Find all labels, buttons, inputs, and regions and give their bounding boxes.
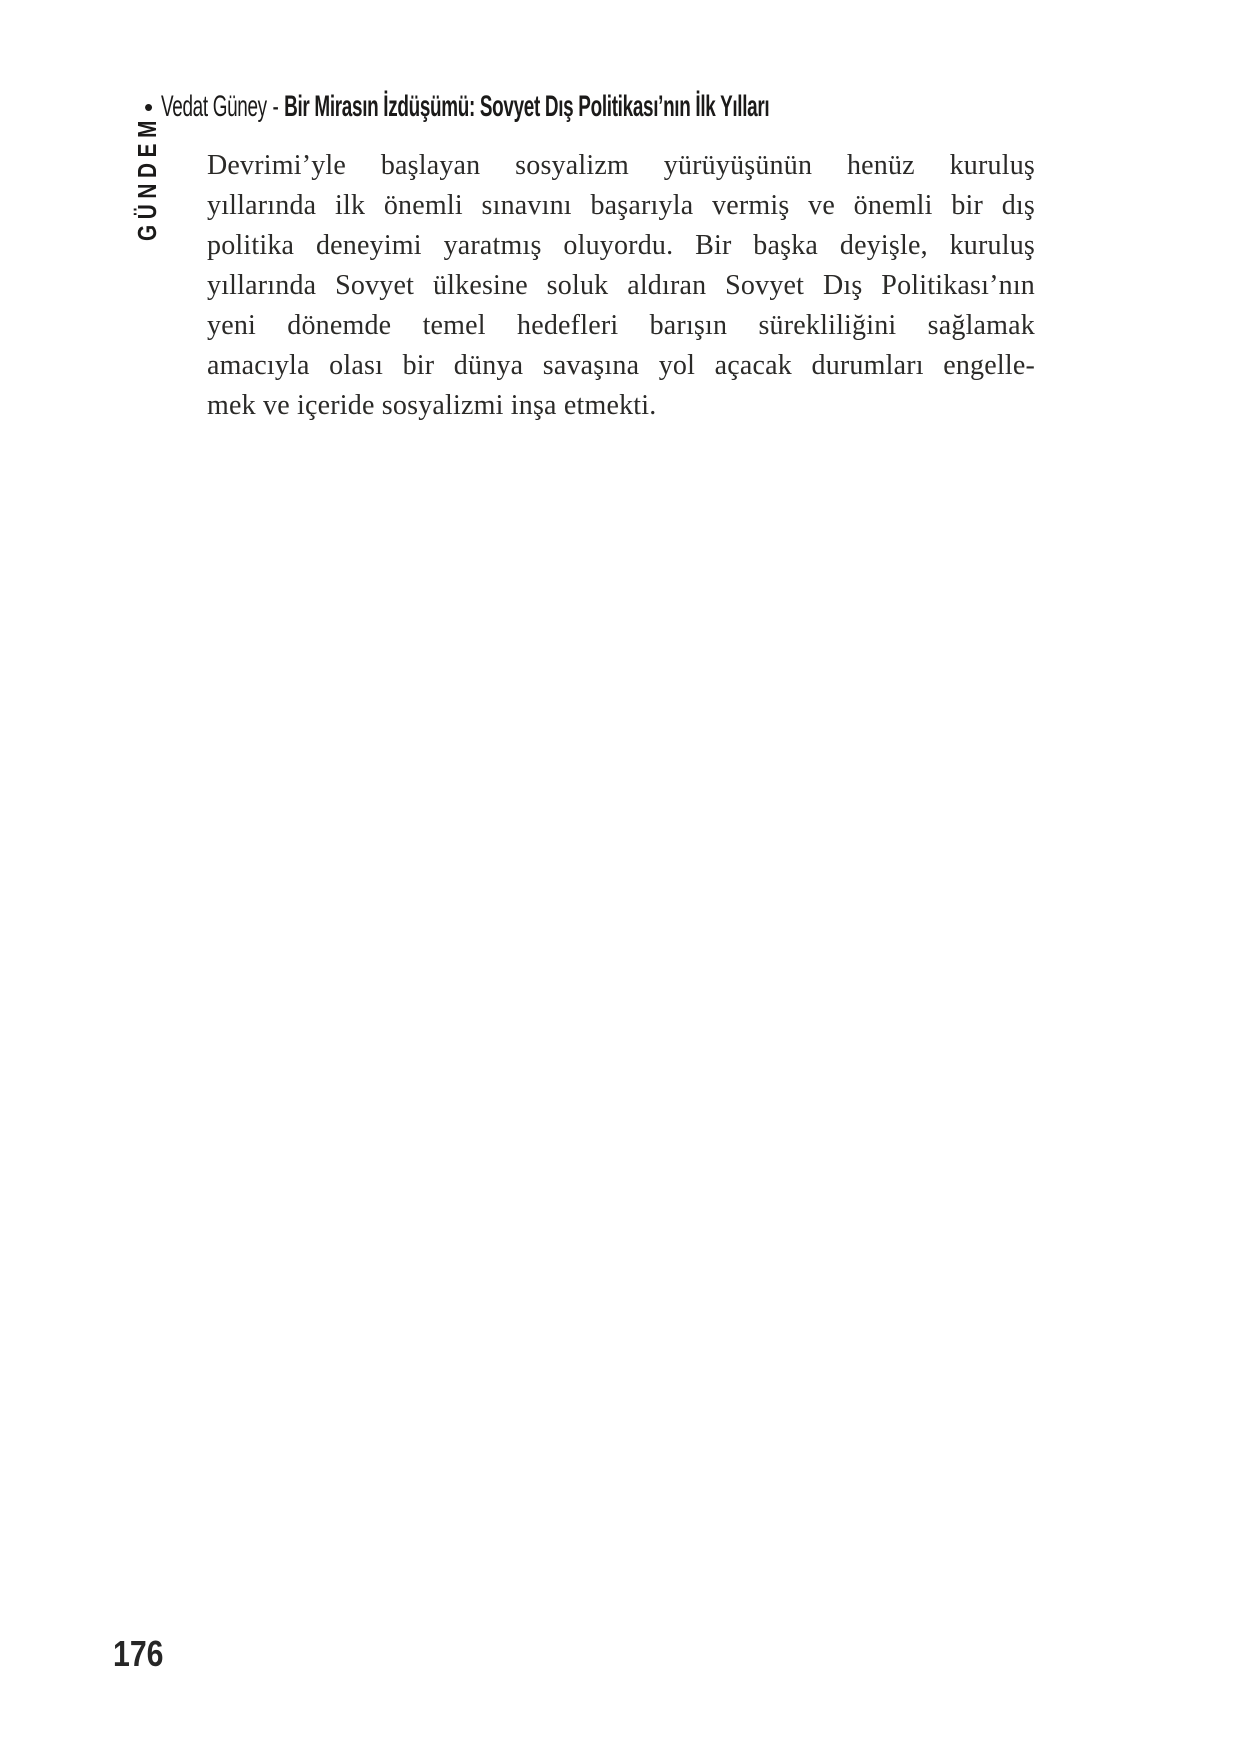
bullet-icon: • [144,91,154,122]
header-separator: - [272,90,279,123]
paragraph-line: Devrimi’yle başlayan sosyalizm yürüyüşünün henüz kuruluş [207,150,1035,181]
paragraph-line: yıllarında ilk önemli sınavını başarıyla vermiş ve önemli bir dış [207,190,1035,221]
paragraph-line: politika deneyimi yaratmış oluyordu. Bir başka deyişle, kuruluş [207,230,1035,261]
running-header [144,90,1127,123]
paragraph-line: yıllarında Sovyet ülkesine soluk aldıran Sovyet Dış Politikası’nın [207,270,1035,301]
paragraph-line: yeni dönemde temel hedefleri barışın sürekliliğini sağlamak [207,310,1035,341]
paragraph [207,146,1035,426]
paragraph-line: amacıyla olası bir dünya savaşına yol açacak durumları engelle- [207,350,1035,381]
section-label-gundem: GÜNDEM [132,114,162,241]
paragraph-line: mek ve içeride sosyalizmi inşa etmekti. [207,390,657,421]
running-header-text [161,90,769,123]
page-number: 176 [113,1633,164,1674]
article-title: Bir Mirasın İzdüşümü: Sovyet Dış Politikası’nın İlk Yılları [284,90,770,123]
author-name: Vedat Güney [161,90,267,123]
